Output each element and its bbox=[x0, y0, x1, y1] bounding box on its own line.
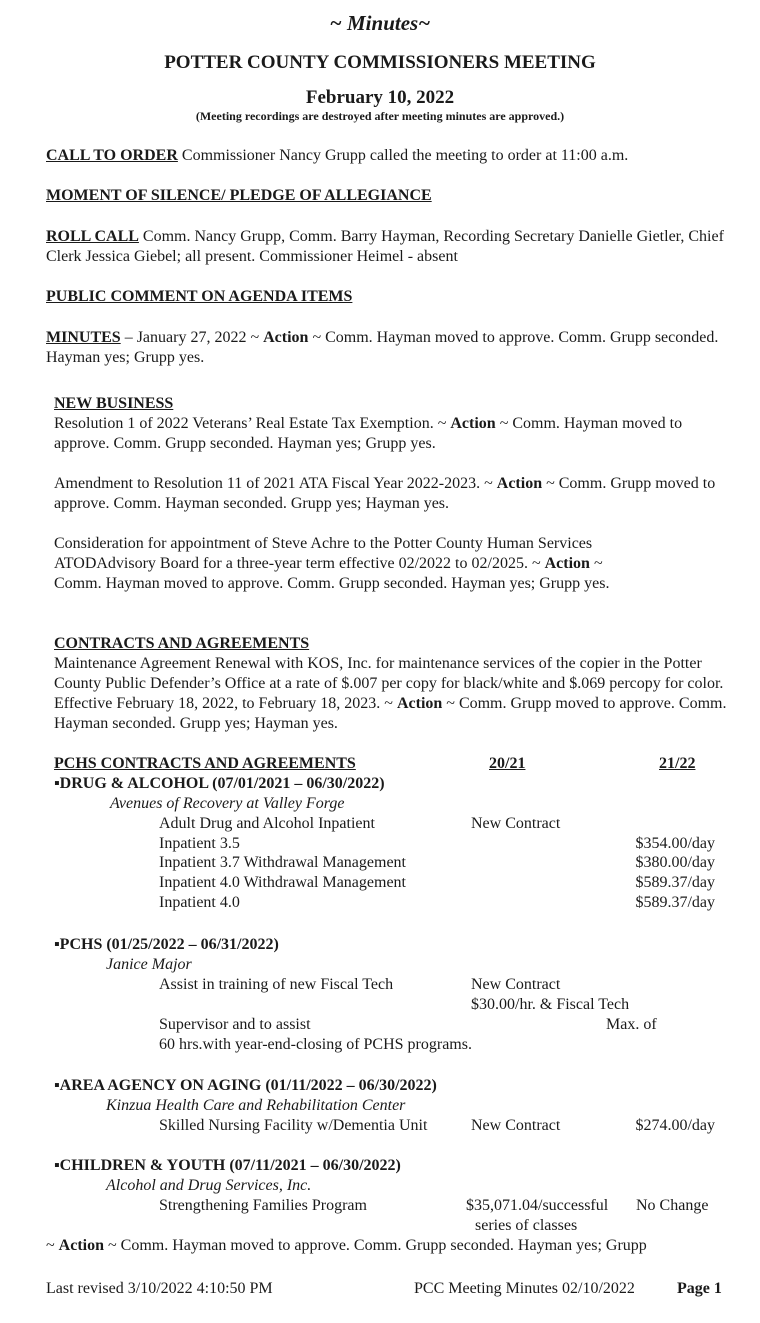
contracts-section bbox=[54, 634, 730, 734]
aging-heading: ▪AREA AGENCY ON AGING (01/11/2022 – 06/30/2022) bbox=[54, 1077, 437, 1094]
roll-call-text: Comm. Nancy Grupp, Comm. Barry Hayman, Recording Secretary Danielle Gietler, Chief Clerk Jessica Giebel; all present. Commissioner Heimel - absent bbox=[46, 228, 724, 265]
drug-row-label: Inpatient 3.5 bbox=[159, 835, 240, 852]
drug-row-label: Inpatient 3.7 Withdrawal Management bbox=[159, 854, 406, 871]
public-comment-heading: PUBLIC COMMENT ON AGENDA ITEMS bbox=[46, 288, 353, 305]
new-business-heading: NEW BUSINESS bbox=[54, 395, 174, 412]
children-heading: ▪CHILDREN & YOUTH (07/11/2021 – 06/30/2022) bbox=[54, 1157, 401, 1174]
children-row-col1: $35,071.04/successful bbox=[466, 1197, 609, 1214]
roll-call-section bbox=[46, 227, 726, 267]
drug-row-col2: $589.37/day bbox=[635, 874, 715, 891]
drug-alcohol-org: Avenues of Recovery at Valley Forge bbox=[110, 795, 345, 812]
drug-row-label: Adult Drug and Alcohol Inpatient bbox=[159, 815, 375, 832]
aging-row-col1: New Contract bbox=[471, 1117, 561, 1134]
roll-call-heading: ROLL CALL bbox=[46, 228, 139, 245]
children-row-col1: series of classes bbox=[475, 1217, 578, 1234]
pchs-sub-org: Janice Major bbox=[106, 956, 192, 973]
pchs-col-2122: 21/22 bbox=[659, 755, 696, 772]
new-business-item: Resolution 1 of 2022 Veterans’ Real Estate Tax Exemption. ~ Action ~ Comm. Hayman moved to approve. Comm. Grupp seconded. Hayman yes; Grupp yes. bbox=[54, 415, 683, 452]
drug-row-col2: $354.00/day bbox=[635, 835, 715, 852]
call-to-order-heading: CALL TO ORDER bbox=[46, 147, 178, 164]
drug-alcohol-heading: ▪DRUG & ALCOHOL (07/01/2021 – 06/30/2022) bbox=[54, 775, 385, 792]
pchs-heading: PCHS CONTRACTS AND AGREEMENTS bbox=[54, 755, 356, 772]
pchs-col-2021: 20/21 bbox=[489, 755, 526, 772]
footer-doc-title: PCC Meeting Minutes 02/10/2022 bbox=[414, 1280, 635, 1297]
minutes-text-post: ~ Comm. Hayman moved to approve. Comm. Grupp seconded. Hayman yes; Grupp yes. bbox=[46, 329, 719, 366]
drug-row-col1: New Contract bbox=[471, 815, 561, 832]
pchs-sub-heading: ▪PCHS (01/25/2022 – 06/31/2022) bbox=[54, 936, 279, 953]
pchs-row-label: Supervisor and to assist bbox=[159, 1016, 311, 1033]
footer-page-number: Page 1 bbox=[677, 1280, 722, 1297]
minutes-title: ~ Minutes~ bbox=[329, 11, 431, 35]
pchs-row-label: 60 hrs.with year-end-closing of PCHS programs. bbox=[159, 1036, 472, 1053]
pchs-row-col1: New Contract bbox=[471, 976, 561, 993]
drug-row-col2: $380.00/day bbox=[635, 854, 715, 871]
new-business-item-3: Consideration for appointment of Steve Achre to the Potter County Human Services ATODAdvisory Board for a three-year term effective 02/2022 to 02/2025. ~ Action ~ Comm. Hayman moved to approve. Comm. Grupp seconded. Hayman yes; Grupp yes. bbox=[54, 535, 610, 592]
recording-note: (Meeting recordings are destroyed after meeting minutes are approved.) bbox=[195, 109, 565, 123]
drug-row-label: Inpatient 4.0 bbox=[159, 894, 240, 911]
pchs-row-col1: Max. of bbox=[606, 1016, 657, 1033]
meeting-title: POTTER COUNTY COMMISSIONERS MEETING bbox=[164, 52, 596, 73]
minutes-heading: MINUTES bbox=[46, 329, 121, 346]
footer-revised: Last revised 3/10/2022 4:10:50 PM bbox=[46, 1280, 273, 1297]
call-to-order-text: Commissioner Nancy Grupp called the meeting to order at 11:00 a.m. bbox=[177, 147, 629, 164]
contracts-text: Maintenance Agreement Renewal with KOS, Inc. for maintenance services of the copier in the Potter County Public Defender’s Office at a rate of $.007 per copy for black/white and $.069 percopy for color. Effective February 18, 2022, to February 18, 2023. ~ Action ~ Comm. Grupp moved to approve. Comm. Hayman seconded. Grupp yes; Hayman yes. bbox=[54, 655, 727, 732]
call-to-order-section bbox=[46, 146, 726, 166]
aging-org: Kinzua Health Care and Rehabilitation Center bbox=[106, 1097, 406, 1114]
children-org: Alcohol and Drug Services, Inc. bbox=[106, 1177, 312, 1194]
pchs-row-label: Assist in training of new Fiscal Tech bbox=[159, 976, 394, 993]
public-comment-section bbox=[46, 287, 726, 307]
children-row-label: Strengthening Families Program bbox=[159, 1197, 367, 1214]
pchs-row-col1: $30.00/hr. & Fiscal Tech bbox=[471, 996, 630, 1013]
moment-of-silence-section bbox=[46, 186, 726, 206]
pchs-action: ~ Action ~ Comm. Hayman moved to approve. Comm. Grupp seconded. Hayman yes; Grupp bbox=[46, 1237, 647, 1254]
minutes-action: Action bbox=[263, 329, 309, 346]
aging-row-col2: $274.00/day bbox=[635, 1117, 715, 1134]
contracts-heading: CONTRACTS AND AGREEMENTS bbox=[54, 635, 310, 652]
new-business-section bbox=[54, 394, 730, 454]
minutes-text-pre: – January 27, 2022 ~ bbox=[120, 329, 264, 346]
moment-of-silence-heading: MOMENT OF SILENCE/ PLEDGE OF ALLEGIANCE bbox=[46, 187, 432, 204]
children-row-col2: No Change bbox=[636, 1197, 709, 1214]
meeting-date: February 10, 2022 bbox=[305, 87, 455, 108]
drug-row-col2: $589.37/day bbox=[635, 894, 715, 911]
minutes-section bbox=[46, 328, 726, 368]
new-business-item-2: Amendment to Resolution 11 of 2021 ATA Fiscal Year 2022-2023. ~ Action ~ Comm. Grupp moved to approve. Comm. Hayman seconded. Grupp yes; Hayman yes. bbox=[54, 475, 716, 512]
drug-row-label: Inpatient 4.0 Withdrawal Management bbox=[159, 874, 406, 891]
aging-row-label: Skilled Nursing Facility w/Dementia Unit bbox=[159, 1117, 428, 1134]
